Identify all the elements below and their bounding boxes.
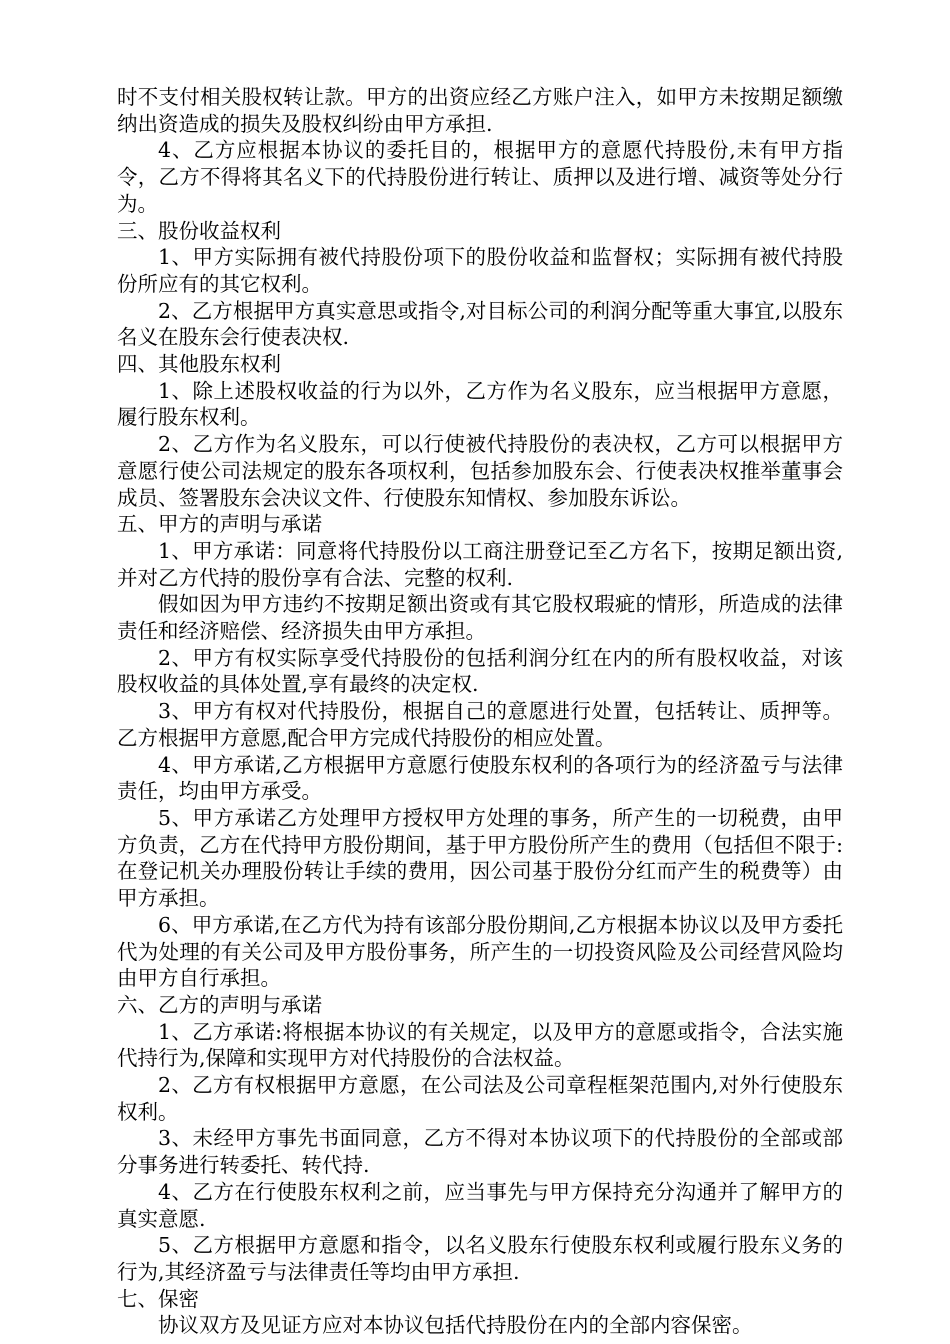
section-heading-7: 七、保密 — [117, 1286, 199, 1311]
clause-2-4: 4、乙方应根据本协议的委托目的，根据甲方的意愿代持股份,未有甲方指令，乙方不得将其名义下的代持股份进行转让、质押以及进行增、减资等处分行为。 — [117, 138, 843, 216]
section-heading-5: 五、甲方的声明与承诺 — [117, 512, 322, 537]
section-heading-4: 四、其他股东权利 — [117, 352, 281, 377]
clause-6-2: 2、乙方有权根据甲方意愿，在公司法及公司章程框架范围内,对外行使股东权利。 — [117, 1073, 843, 1124]
clause-6-5: 5、乙方根据甲方意愿和指令，以名义股东行使股东权利或履行股东义务的行为,其经济盈亏与法律责任等均由甲方承担. — [117, 1233, 843, 1284]
document-page — [117, 84, 843, 1339]
clause-5-5: 5、甲方承诺乙方处理甲方授权甲方处理的事务，所产生的一切税费，由甲方负责，乙方在代持甲方股份期间，基于甲方股份所产生的费用（包括但不限于:在登记机关办理股份转让手续的费用，因公司基于股份分红而产生的税费等）由甲方承担。 — [117, 805, 843, 911]
clause-3-2: 2、乙方根据甲方真实意思或指令,对目标公司的利润分配等重大事宜,以股东名义在股东会行使表决权. — [117, 298, 843, 350]
clause-6-4: 4、乙方在行使股东权利之前，应当事先与甲方保持充分沟通并了解甲方的真实意愿. — [117, 1179, 843, 1231]
section-heading-3: 三、股份收益权利 — [117, 218, 281, 243]
section-heading-6: 六、乙方的声明与承诺 — [117, 992, 322, 1017]
clause-6-3: 3、未经甲方事先书面同意，乙方不得对本协议项下的代持股份的全部或部分事务进行转委托、转代持. — [117, 1126, 843, 1178]
clause-5-1: 1、甲方承诺：同意将代持股份以工商注册登记至乙方名下，按期足额出资,并对乙方代持的股份享有合法、完整的权利. — [117, 538, 843, 590]
clause-7-body: 协议双方及见证方应对本协议包括代持股份在内的全部内容保密。 — [158, 1313, 753, 1338]
clause-5-6: 6、甲方承诺,在乙方代为持有该部分股份期间,乙方根据本协议以及甲方委托代为处理的有关公司及甲方股份事务，所产生的一切投资风险及公司经营风险均由甲方自行承担。 — [117, 912, 843, 991]
clause-4-1: 1、除上述股权收益的行为以外，乙方作为名义股东，应当根据甲方意愿，履行股东权利。 — [117, 378, 843, 430]
clause-5-3: 3、甲方有权对代持股份，根据自己的意愿进行处置，包括转让、质押等。乙方根据甲方意愿,配合甲方完成代持股份的相应处置。 — [117, 699, 843, 750]
clause-3-1: 1、甲方实际拥有被代持股份项下的股份收益和监督权；实际拥有被代持股份所应有的其它权利。 — [117, 245, 843, 296]
clause-5-4: 4、甲方承诺,乙方根据甲方意愿行使股东权利的各项行为的经济盈亏与法律责任，均由甲方承受。 — [117, 752, 843, 804]
clause-5-1-supplement: 假如因为甲方违约不按期足额出资或有其它股权瑕疵的情形，所造成的法律责任和经济赔偿、经济损失由甲方承担。 — [117, 592, 843, 644]
clause-4-2: 2、乙方作为名义股东，可以行使被代持股份的表决权，乙方可以根据甲方意愿行使公司法规定的股东各项权利，包括参加股东会、行使表决权推举董事会成员、签署股东会决议文件、行使股东知情权、参加股东诉讼。 — [117, 432, 843, 510]
paragraph-continued: 时不支付相关股权转让款。甲方的出资应经乙方账户注入，如甲方未按期足额缴纳出资造成的损失及股权纠纷由甲方承担. — [117, 85, 843, 136]
clause-6-1: 1、乙方承诺:将根据本协议的有关规定，以及甲方的意愿或指令，合法实施代持行为,保障和实现甲方对代持股份的合法权益。 — [117, 1019, 843, 1071]
clause-5-2: 2、甲方有权实际享受代持股份的包括利润分红在内的所有股权收益，对该股权收益的具体处置,享有最终的决定权. — [117, 645, 843, 697]
